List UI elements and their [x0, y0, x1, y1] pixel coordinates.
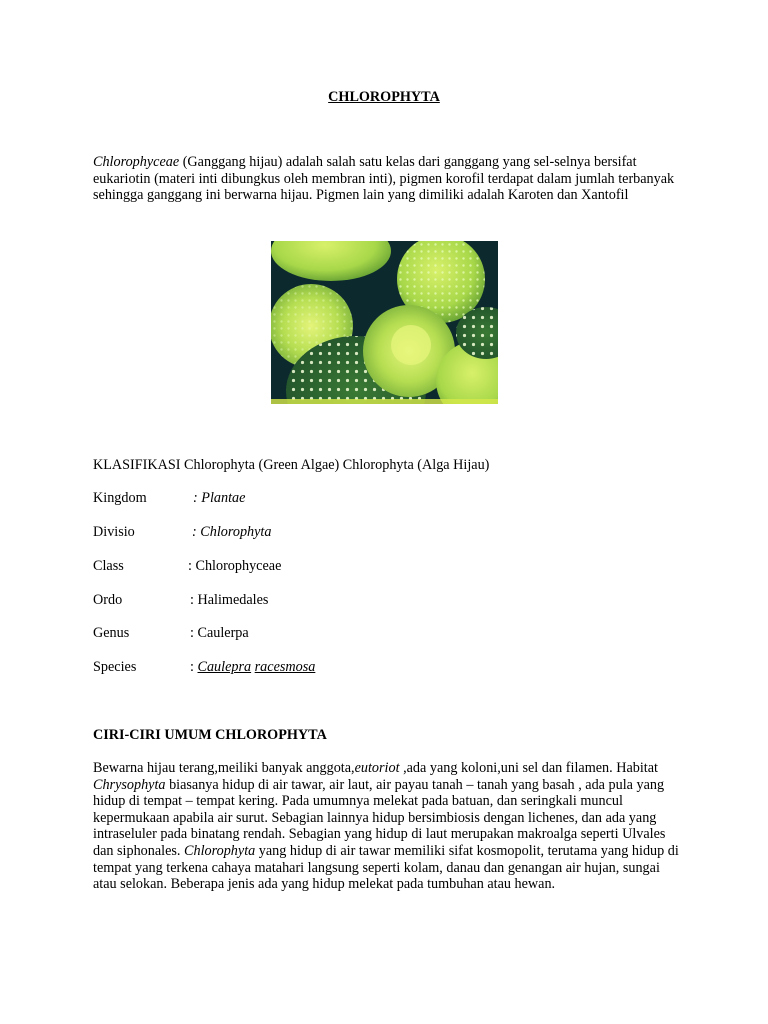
class-value: : Chlorophyceae	[188, 558, 282, 574]
ordo-value: : Halimedales	[190, 592, 269, 608]
algae-image	[271, 241, 498, 404]
divisio-label: Divisio	[93, 524, 135, 540]
characteristics-paragraph: Bewarna hijau terang,meiliki banyak anggota,eutoriot ,ada yang koloni,uni sel dan filamen. Habitat Chrysophyta biasanya hidup di air tawar, air laut, air payau tanah – tanah yang basah , ada pula yang hidup di tempat – tempat kering. Pada umumnya melekat pada batuan, dan seringkali muncul kepermukaan apabila air surut. Sebagian lainnya hidup bersimbiosis dengan lichenes, dan ada yang intraseluler pada binatang rendah. Sebagian yang hidup di laut merupakan makroalga seperti Ulvales dan siphonales. Chlorophyta yang hidup di air tawar memiliki sifat kosmopolit, terutama yang hidup di tempat yang terkena cahaya matahari langsung seperti kolam, danau dan genangan air hujan, sungai atau selokan. Beberapa jenis ada yang hidup melekat pada tumbuhan atau hewan.	[93, 760, 679, 893]
kingdom-label: Kingdom	[93, 490, 147, 506]
species-genus: Caulepra	[197, 659, 252, 675]
species-label: Species	[93, 659, 137, 675]
genus-label: Genus	[93, 625, 130, 641]
species-value: : Caulepra racesmosa	[190, 659, 316, 675]
intro-text: (Ganggang hijau) adalah salah satu kelas dari ganggang yang sel-selnya bersifat eukariotin (materi inti dibungkus oleh membran inti), pigmen korofil terdapat dalam jumlah terbanyak sehingga ganggang ini berwarna hijau. Pigmen lain yang dimiliki adalah Karoten dan Xantofil	[93, 154, 675, 204]
classification-heading: KLASIFIKASI Chlorophyta (Green Algae) Chlorophyta (Alga Hijau)	[93, 457, 490, 473]
class-label: Class	[93, 558, 124, 574]
page-title: CHLOROPHYTA	[328, 89, 440, 105]
genus-value: : Caulerpa	[190, 625, 249, 641]
ordo-label: Ordo	[93, 592, 123, 608]
intro-paragraph	[93, 154, 683, 204]
algae-illustration	[271, 241, 498, 404]
kingdom-value: : Plantae	[193, 490, 246, 506]
species-epithet: racesmosa	[254, 659, 316, 675]
intro-term: Chlorophyceae	[93, 154, 180, 170]
section-heading: CIRI-CIRI UMUM CHLOROPHYTA	[93, 727, 327, 743]
divisio-value: : Chlorophyta	[192, 524, 272, 540]
